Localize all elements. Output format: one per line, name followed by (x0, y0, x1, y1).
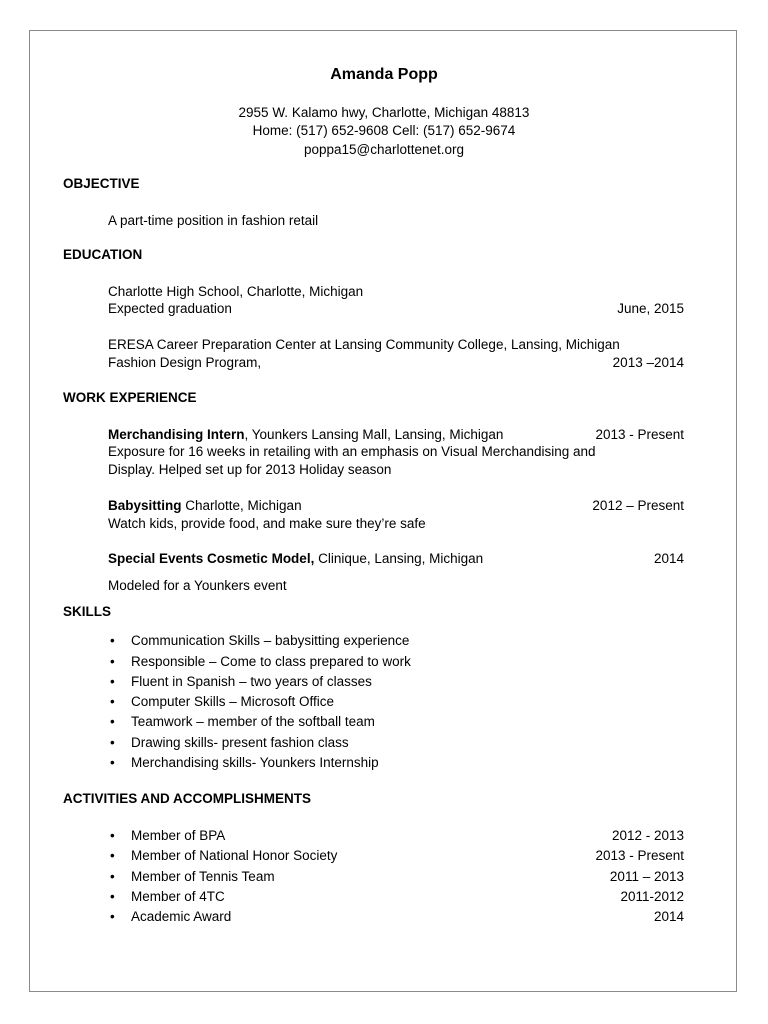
activity-item: Member of 4TC (131, 889, 225, 904)
job-description: Watch kids, provide food, and make sure they’re safe (108, 516, 426, 531)
skill-item: Teamwork – member of the softball team (131, 714, 375, 729)
bullet: • (110, 694, 115, 709)
resume-name: Amanda Popp (330, 66, 438, 83)
activity-item: Academic Award (131, 909, 232, 924)
address: 2955 W. Kalamo hwy, Charlotte, Michigan 48813 (238, 105, 530, 120)
activity-item: Member of National Honor Society (131, 848, 338, 863)
bullet: • (110, 654, 115, 669)
job-title: Special Events Cosmetic Model, (108, 551, 315, 566)
job-org: Clinique, Lansing, Michigan (314, 551, 484, 566)
skill-item: Computer Skills – Microsoft Office (131, 694, 335, 709)
phone-numbers: Home: (517) 652-9608 Cell: (517) 652-9674 (252, 123, 516, 138)
skill-item: Fluent in Spanish – two years of classes (131, 674, 372, 689)
email: poppa15@charlottenet.org (303, 142, 465, 157)
job-date: 2013 - Present (595, 427, 684, 442)
education-school: ERESA Career Preparation Center at Lansing Community College, Lansing, Michigan (108, 337, 620, 352)
activity-date: 2013 - Present (595, 848, 684, 863)
activity-date: 2011-2012 (620, 889, 684, 904)
skills-heading: SKILLS (63, 604, 112, 619)
activities-heading: ACTIVITIES AND ACCOMPLISHMENTS (63, 791, 312, 806)
job-description: Display. Helped set up for 2013 Holiday season (108, 462, 392, 477)
bullet: • (110, 869, 115, 884)
bullet: • (110, 755, 115, 770)
skill-item: Merchandising skills- Younkers Internship (131, 755, 379, 770)
education-date: June, 2015 (617, 301, 684, 316)
education-detail: Expected graduation (108, 301, 232, 316)
activity-item: Member of BPA (131, 828, 226, 843)
work-experience-heading: WORK EXPERIENCE (63, 390, 197, 405)
job-title-line (108, 550, 483, 567)
bullet: • (110, 828, 115, 843)
bullet: • (110, 848, 115, 863)
activity-item: Member of Tennis Team (131, 869, 275, 884)
bullet: • (110, 735, 115, 750)
objective-heading: OBJECTIVE (63, 176, 140, 191)
skill-item: Communication Skills – babysitting experience (131, 633, 410, 648)
job-org: Charlotte, Michigan (181, 498, 302, 513)
job-title-line (108, 497, 302, 514)
bullet: • (110, 633, 115, 648)
bullet: • (110, 714, 115, 729)
bullet: • (110, 909, 115, 924)
education-date: 2013 –2014 (612, 355, 684, 370)
skill-item: Responsible – Come to class prepared to work (131, 654, 411, 669)
job-title: Merchandising Intern (108, 427, 245, 442)
bullet: • (110, 889, 115, 904)
job-date: 2014 (653, 551, 684, 566)
bullet: • (110, 674, 115, 689)
education-school: Charlotte High School, Charlotte, Michigan (108, 284, 364, 299)
job-title: Babysitting (108, 498, 182, 513)
objective-text: A part-time position in fashion retail (108, 213, 319, 228)
activity-date: 2012 - 2013 (611, 828, 684, 843)
job-title-line (108, 426, 503, 443)
skill-item: Drawing skills- present fashion class (131, 735, 349, 750)
activity-date: 2014 (653, 909, 684, 924)
education-heading: EDUCATION (63, 247, 143, 262)
job-description: Modeled for a Younkers event (108, 578, 287, 593)
job-description: Exposure for 16 weeks in retailing with an emphasis on Visual Merchandising and (108, 444, 596, 459)
activity-date: 2011 – 2013 (609, 869, 684, 884)
job-org: , Younkers Lansing Mall, Lansing, Michigan (244, 427, 504, 442)
education-detail: Fashion Design Program, (108, 355, 262, 370)
job-date: 2012 – Present (592, 498, 684, 513)
